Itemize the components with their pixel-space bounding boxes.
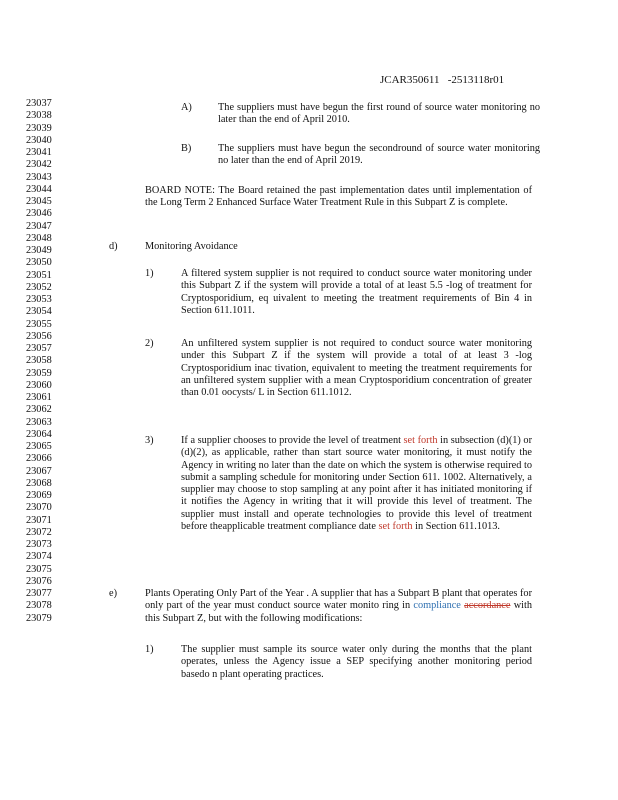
d3-text-part1: If a supplier chooses to provide the level of treatment <box>181 435 404 446</box>
line-number: 23059 <box>26 367 52 379</box>
e-deletion: accordance <box>464 600 511 612</box>
line-number: 23063 <box>26 416 52 428</box>
line-number: 23042 <box>26 159 52 171</box>
item-e-text <box>145 588 532 625</box>
line-number: 23049 <box>26 245 52 256</box>
line-number: 23079 <box>26 612 52 624</box>
line-number: 23074 <box>26 551 52 563</box>
line-number: 23071 <box>26 514 52 526</box>
e-text-part2: with this Subpart Z, but with the following modifications: <box>145 600 532 624</box>
line-number: 23053 <box>26 294 52 305</box>
line-number: 23067 <box>26 465 52 477</box>
line-number: 23076 <box>26 575 52 587</box>
item-d3-text <box>181 435 532 533</box>
line-number: 23051 <box>26 269 52 281</box>
line-number: 23054 <box>26 306 52 318</box>
e-insertion: compliance <box>413 600 461 612</box>
doc-id: JCAR350611 <box>380 74 440 86</box>
d3-insertion-2: set forth <box>378 520 413 532</box>
item-e-marker: e) <box>109 588 117 599</box>
line-number: 23060 <box>26 379 52 391</box>
line-number: 23065 <box>26 441 52 452</box>
line-number: 23040 <box>26 134 52 146</box>
line-number-column <box>26 98 66 625</box>
item-e1-marker: 1) <box>145 644 154 655</box>
line-number: 23045 <box>26 196 52 207</box>
line-number: 23037 <box>26 98 52 109</box>
d3-insertion-1: set forth <box>403 435 438 446</box>
item-d2-marker: 2) <box>145 338 154 349</box>
line-number: 23048 <box>26 232 52 244</box>
item-d2-text: An unfiltered system supplier is not required to conduct source water monitoring under this Subpart Z if the system will provide a total of at least 3 -log Cryptosporidium inac tivation, equivalent to meeting the treatment requirements for an unfiltered system supplier with a mean Cryptosporidium concentration of greater than 0.01 oocysts/ L in Section 611.1012. <box>181 338 532 398</box>
line-number: 23056 <box>26 330 52 342</box>
line-number: 23068 <box>26 477 52 489</box>
line-number: 23075 <box>26 563 52 575</box>
line-number: 23041 <box>26 147 52 158</box>
line-number: 23069 <box>26 490 52 501</box>
item-b-marker: B) <box>181 143 192 154</box>
line-number: 23064 <box>26 428 52 440</box>
item-d-marker: d) <box>109 241 118 252</box>
line-number: 23058 <box>26 355 52 367</box>
line-number: 23061 <box>26 392 52 403</box>
line-number: 23066 <box>26 453 52 465</box>
line-number: 23070 <box>26 502 52 514</box>
line-number: 23077 <box>26 588 52 599</box>
item-d1-text: A filtered system supplier is not required to conduct source water monitoring under this Subpart Z if the system will provide a total of at least 5.5 -log of treatment for Cryptosporidium, eq uivalent to meeting the treatment requirements of Bin 4 in Section 611.1011. <box>181 268 532 316</box>
item-a-marker: A) <box>181 102 192 113</box>
d3-text-part3: in Section 611.1013. <box>412 520 501 532</box>
item-e1-text: The supplier must sample its source water only during the months that the plant operates, unless the Agency issue a SEP specifying another monitoring period basedo n plant operating practices. <box>181 644 532 680</box>
line-number: 23052 <box>26 281 52 293</box>
line-number: 23043 <box>26 171 52 183</box>
line-number: 23047 <box>26 220 52 232</box>
line-number: 23050 <box>26 257 52 269</box>
line-number: 23044 <box>26 183 52 195</box>
line-number: 23078 <box>26 600 52 612</box>
item-d-heading: Monitoring Avoidance <box>145 241 238 252</box>
line-number: 23062 <box>26 404 52 416</box>
e-text-part1: Plants Operating Only Part of the Year . A supplier that has a Subpart B plant that operates for only part of the year must conduct source water monito ring in <box>145 588 532 612</box>
page-header <box>380 74 504 86</box>
line-number: 23055 <box>26 318 52 330</box>
revision-code: -2513118r01 <box>447 74 505 86</box>
board-note: BOARD NOTE: The Board retained the past implementation dates until implementation of the Long Term 2 Enhanced Surface Water Treatment Rule in this Subpart Z is complete. <box>145 185 532 209</box>
d3-text-part2: in subsection (d)(1) or (d)(2), as applicable, rather than start source water monitoring, it must notify the Agency in writing no later than the date on which the system is otherwise required to submit a sampling schedule for monitoring under Section 611. 1002. Alternatively, a supplier may choose to stop sampling at any point after it has initiated monitoring if it notifies the Agency in writing that it will provide this level of treatment. The supplier must install and operate technologies to provide this level of treatment before theapplicable treatment compliance date <box>181 435 532 532</box>
line-number: 23046 <box>26 208 52 220</box>
item-d3-marker: 3) <box>145 435 154 446</box>
line-number: 23073 <box>26 539 52 550</box>
item-a-text: The suppliers must have begun the first round of source water monitoring no later than the end of April 2010. <box>218 102 540 126</box>
line-number: 23039 <box>26 122 52 134</box>
line-number: 23038 <box>26 110 52 122</box>
line-number: 23057 <box>26 343 52 354</box>
line-number: 23072 <box>26 526 52 538</box>
item-b-text: The suppliers must have begun the secondround of source water monitoring no later than the end of April 2019. <box>218 143 540 167</box>
item-d1-marker: 1) <box>145 268 154 279</box>
